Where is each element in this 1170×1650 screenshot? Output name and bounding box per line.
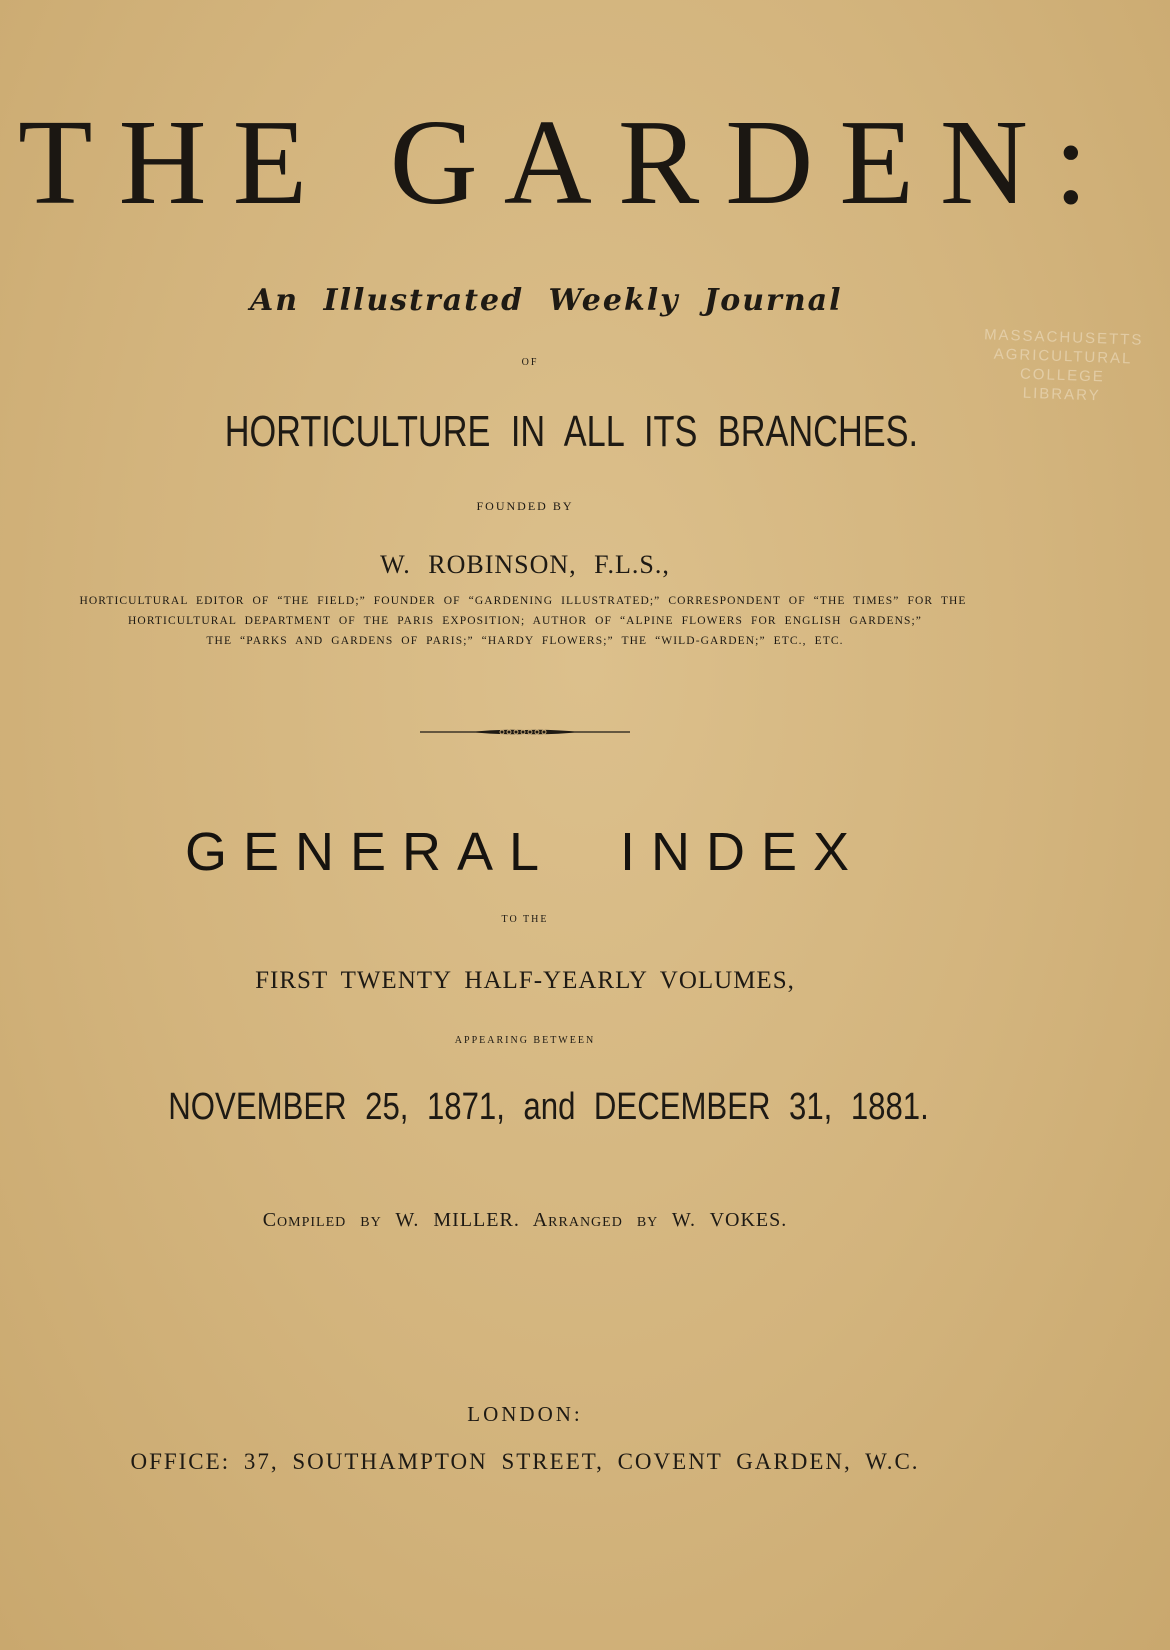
founder-credentials-line: HORTICULTURAL EDITOR OF “THE FIELD;” FOUNDER OF “GARDENING ILLUSTRATED;” CORRESPONDENT OF “THE TIMES” FOR THE [79, 595, 967, 607]
publisher-address: OFFICE: 37, SOUTHAMPTON STREET, COVENT GARDEN, W.C. [130, 1449, 920, 1474]
library-stamp [958, 324, 1166, 421]
founder-credentials-line: THE “PARKS AND GARDENS OF PARIS;” “HARDY FLOWERS;” THE “WILD-GARDEN;” ETC., ETC. [206, 635, 844, 647]
library-stamp-line: AGRICULTURAL [993, 345, 1133, 368]
library-stamp-line: LIBRARY [1022, 384, 1101, 405]
compilers-line: Compiled by W. MILLER. Arranged by W. VOKES. [262, 1209, 788, 1231]
subtitle: An Illustrated Weekly Journal [250, 283, 843, 318]
appearing-label: APPEARING BETWEEN [454, 1035, 596, 1046]
of-label: OF [521, 357, 539, 368]
library-stamp-line: MASSACHUSETTS [983, 326, 1144, 349]
subject-heading: HORTICULTURE IN ALL ITS BRANCHES. [224, 407, 919, 456]
date-range: NOVEMBER 25, 1871, and DECEMBER 31, 1881. [168, 1086, 929, 1128]
founded-by-label: FOUNDED BY [476, 499, 574, 513]
ornament-divider-icon [420, 726, 630, 738]
main-title: THE GARDEN: [18, 95, 1114, 230]
library-stamp-line: COLLEGE [1019, 365, 1106, 386]
volumes-line: FIRST TWENTY HALF-YEARLY VOLUMES, [255, 967, 795, 994]
founder-name: W. ROBINSON, F.L.S., [380, 550, 670, 579]
city-line: LONDON: [467, 1402, 583, 1426]
index-title: GENERAL INDEX [184, 822, 866, 882]
founder-credentials-line: HORTICULTURAL DEPARTMENT OF THE PARIS EXPOSITION; AUTHOR OF “ALPINE FLOWERS FOR ENGLISH GARDENS;” [128, 615, 922, 627]
to-the-label: TO THE [501, 914, 549, 925]
